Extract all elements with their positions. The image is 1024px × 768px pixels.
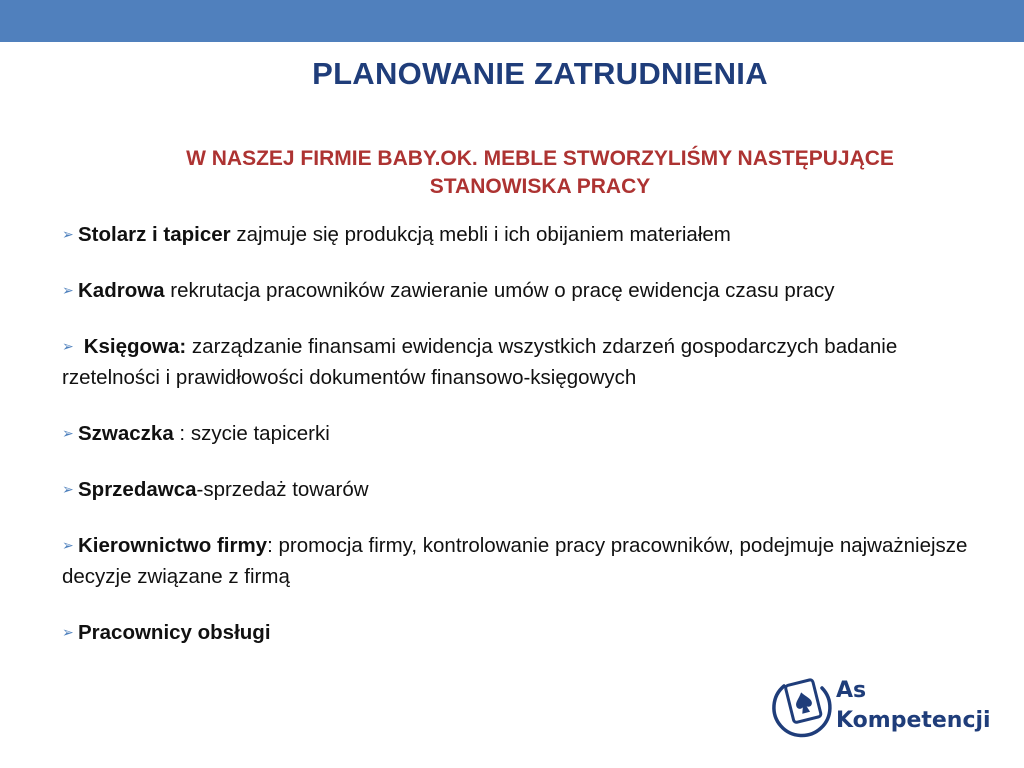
arrow-bullet-icon: ➢ bbox=[62, 338, 74, 354]
logo-text-kompetencji: Kompetencji bbox=[836, 708, 991, 733]
bullet-term: Sprzedawca bbox=[78, 478, 197, 501]
bullet-list bbox=[62, 219, 982, 648]
bullet-term: Pracownicy obsługi bbox=[78, 621, 271, 644]
bullet-term: Kierownictwo firmy bbox=[78, 534, 268, 557]
arrow-bullet-icon: ➢ bbox=[62, 425, 74, 441]
bullet-text: zajmuje się produkcją mebli i ich obijaniem materiałem bbox=[230, 223, 731, 246]
top-bar bbox=[0, 0, 1024, 42]
arrow-bullet-icon: ➢ bbox=[62, 537, 74, 553]
bullet-term: Kadrowa bbox=[78, 279, 165, 302]
bullet-item bbox=[62, 474, 982, 505]
bullet-text: : szycie tapicerki bbox=[173, 422, 330, 445]
arrow-bullet-icon: ➢ bbox=[62, 481, 74, 497]
bullet-text: : promocja firmy, kontrolowanie pracy pracowników, podejmuje najważniejsze decyzje związane z firmą bbox=[62, 534, 968, 588]
bullet-text: -sprzedaż towarów bbox=[196, 478, 369, 501]
bullet-term: Szwaczka bbox=[78, 422, 174, 445]
bullet-item bbox=[62, 418, 982, 449]
arrow-bullet-icon: ➢ bbox=[62, 624, 74, 640]
card-spade-icon bbox=[770, 672, 834, 744]
bullet-item bbox=[62, 331, 982, 393]
slide-title: PLANOWANIE ZATRUDNIENIA bbox=[312, 56, 768, 91]
bullet-item bbox=[62, 275, 982, 306]
arrow-bullet-icon: ➢ bbox=[62, 282, 74, 298]
as-kompetencji-logo bbox=[770, 672, 1000, 744]
slide-subtitle: W NASZEJ FIRMIE BABY.OK. MEBLE STWORZYLIŚMY NASTĘPUJĄCE STANOWISKA PRACY bbox=[186, 147, 894, 198]
bullet-text: rekrutacja pracowników zawieranie umów o pracę ewidencja czasu pracy bbox=[164, 279, 835, 302]
logo-text-as: As bbox=[836, 678, 867, 703]
bullet-item bbox=[62, 617, 982, 648]
bullet-item bbox=[62, 219, 982, 250]
bullet-item bbox=[62, 530, 982, 592]
bullet-text: zarządzanie finansami ewidencja wszystkich zdarzeń gospodarczych badanie rzetelności i prawidłowości dokumentów finansowo-księgowych bbox=[62, 335, 898, 389]
bullet-term: Księgowa: bbox=[78, 335, 187, 358]
arrow-bullet-icon: ➢ bbox=[62, 226, 74, 242]
bullet-term: Stolarz i tapicer bbox=[78, 223, 231, 246]
